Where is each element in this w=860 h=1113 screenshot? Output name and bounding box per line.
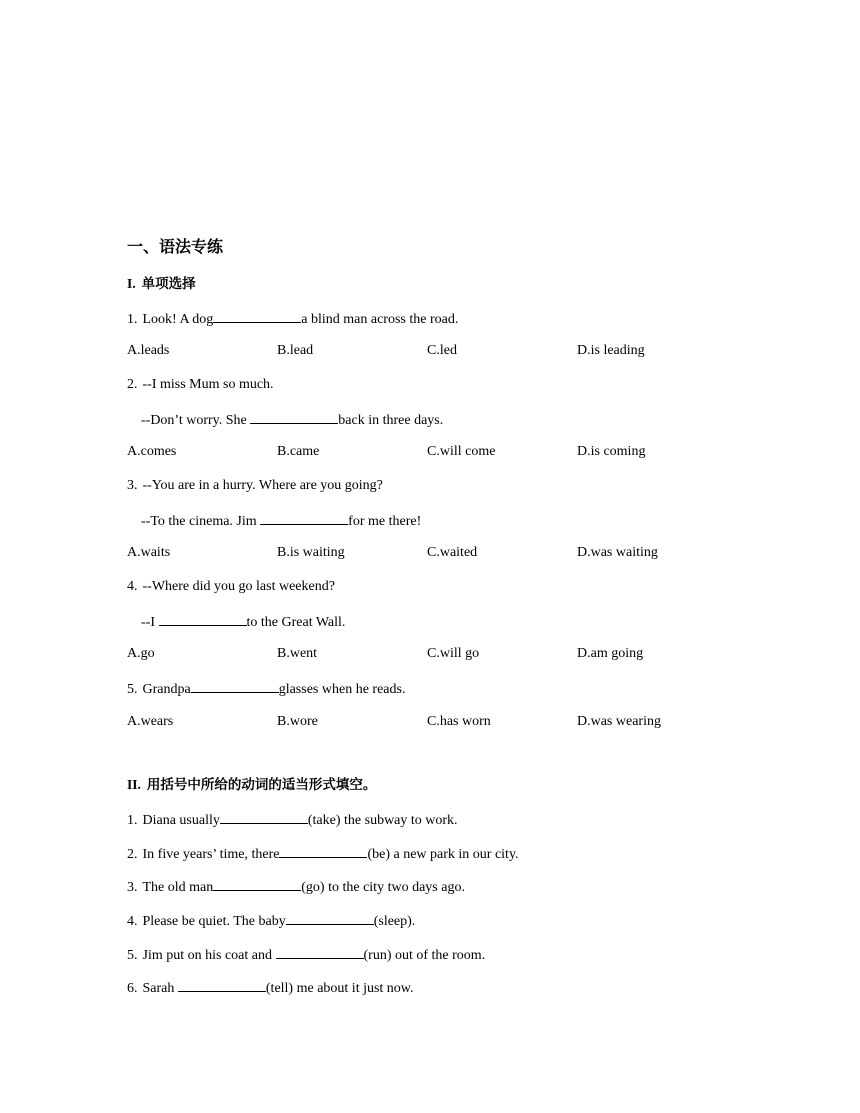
fill-item-5 [127, 944, 767, 964]
answer-blank [286, 910, 374, 925]
part1-title [127, 274, 767, 294]
item-text: Please be quiet. The baby [142, 914, 286, 929]
item-text: In five years’ time, there [142, 846, 280, 862]
fill-item-4 [127, 910, 767, 930]
option-b: B.wore [277, 713, 318, 729]
item-text: (run) out of the room. [363, 947, 486, 963]
option-b: B.lead [277, 343, 314, 359]
item-text: (sleep). [373, 914, 416, 929]
question-text: glasses when he reads. [278, 682, 406, 698]
option-c: C.waited [427, 545, 478, 561]
question-text: to the Great Wall. [246, 614, 346, 630]
option-c: C.led [427, 343, 457, 359]
question-number: 1. [127, 311, 138, 327]
options-1 [127, 341, 767, 361]
question-number: 4. [127, 579, 138, 594]
answer-blank [159, 611, 247, 626]
option-b: B.came [277, 444, 320, 460]
question-4-reply [127, 611, 767, 631]
item-number: 6. [127, 981, 138, 997]
question-5 [127, 678, 767, 698]
question-number: 3. [127, 477, 138, 493]
question-text: --I [141, 614, 159, 630]
option-a: A.comes [127, 444, 177, 460]
question-1 [127, 308, 767, 328]
section-title: 一、语法专练 [127, 237, 224, 256]
part2-title [127, 775, 767, 795]
question-number: 2. [127, 376, 138, 392]
item-number: 5. [127, 947, 138, 963]
item-text: Diana usually [142, 812, 220, 828]
option-c: C.will go [427, 646, 480, 662]
question-text: Grandpa [142, 682, 191, 698]
answer-blank [220, 809, 308, 824]
option-b: B.went [277, 646, 318, 662]
answer-blank [213, 876, 301, 891]
option-c: C.will come [427, 444, 496, 460]
option-a: A.waits [127, 545, 171, 561]
fill-item-1 [127, 809, 767, 829]
answer-blank [276, 944, 364, 959]
question-2 [127, 375, 767, 395]
fill-item-3 [127, 876, 767, 896]
question-text: a blind man across the road. [301, 311, 459, 327]
option-d: D.is coming [577, 444, 646, 460]
answer-blank [213, 308, 301, 323]
item-text: (take) the subway to work. [307, 812, 458, 828]
answer-blank [260, 510, 348, 525]
options-3 [127, 543, 767, 563]
option-a: A.leads [127, 343, 170, 359]
question-text: back in three days. [338, 412, 444, 428]
options-4 [127, 644, 767, 664]
answer-blank [178, 977, 266, 992]
answer-blank [279, 843, 367, 858]
option-a: A.go [127, 646, 155, 662]
item-text: Sarah [142, 981, 178, 997]
question-text: --Don’t worry. She [141, 412, 251, 428]
item-number: 1. [127, 812, 138, 828]
item-number: 4. [127, 914, 138, 929]
options-5 [127, 712, 767, 732]
part1-title-text: 单项选择 [141, 276, 196, 292]
item-text: (go) to the city two days ago. [301, 880, 465, 896]
part2-roman: II. [127, 777, 141, 793]
part2-title-text: 用括号中所给的动词的适当形式填空。 [146, 777, 377, 794]
question-text: for me there! [348, 513, 422, 529]
question-text: Look! A dog [142, 311, 214, 327]
item-text: The old man [142, 880, 214, 896]
option-d: D.is leading [577, 343, 645, 359]
answer-blank [191, 678, 279, 693]
worksheet [127, 236, 767, 1011]
fill-item-6 [127, 977, 767, 997]
fill-item-2 [127, 843, 767, 863]
section-spacer [127, 745, 767, 775]
question-text: --Where did you go last weekend? [142, 579, 335, 594]
item-text: (tell) me about it just now. [265, 981, 414, 997]
part1-roman: I. [127, 276, 136, 291]
option-a: A.wears [127, 713, 174, 729]
question-number: 5. [127, 682, 138, 698]
question-3 [127, 476, 767, 496]
item-text: (be) a new park in our city. [367, 846, 519, 862]
option-c: C.has worn [427, 713, 491, 729]
answer-blank [250, 409, 338, 424]
item-text: Jim put on his coat and [142, 947, 276, 963]
question-text: --I miss Mum so much. [142, 376, 274, 392]
question-text: --To the cinema. Jim [141, 513, 261, 529]
option-d: D.was wearing [577, 713, 661, 729]
options-2 [127, 442, 767, 462]
option-d: D.am going [577, 646, 644, 662]
option-d: D.was waiting [577, 545, 658, 561]
item-number: 2. [127, 846, 138, 862]
option-b: B.is waiting [277, 545, 345, 561]
question-text: --You are in a hurry. Where are you going? [142, 477, 383, 493]
question-3-reply [127, 510, 767, 530]
question-2-reply [127, 409, 767, 429]
question-4 [127, 577, 767, 597]
item-number: 3. [127, 880, 138, 896]
